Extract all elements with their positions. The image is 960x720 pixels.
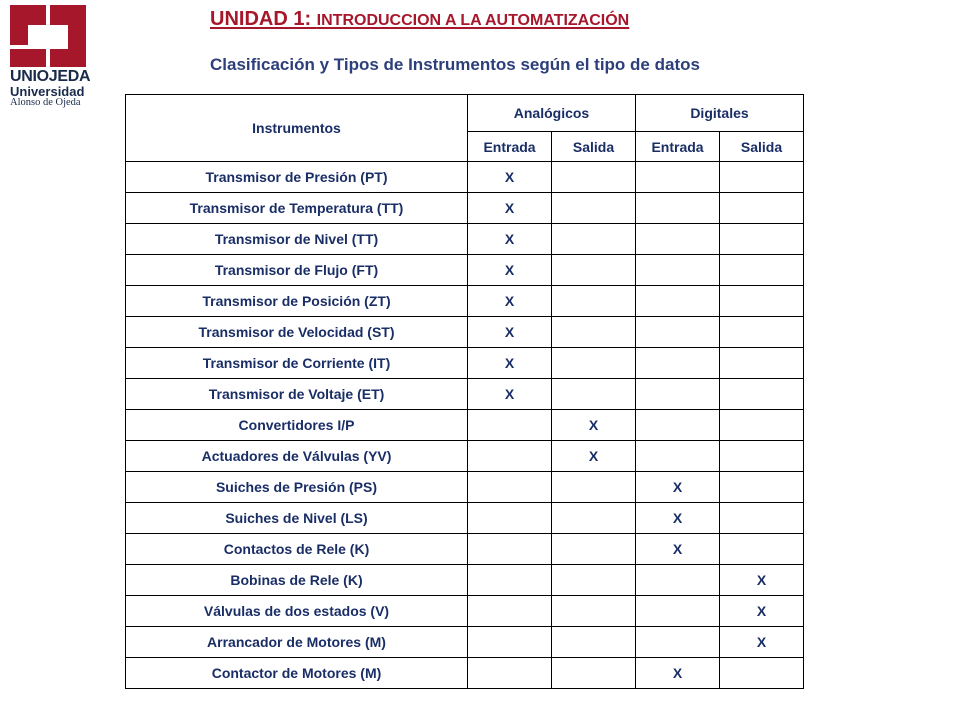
cell-analog-salida: [552, 193, 636, 224]
instruments-table: [125, 94, 804, 689]
cell-digital-salida: X: [720, 627, 804, 658]
header-analogicos: Analógicos: [468, 95, 636, 132]
cell-analog-salida: X: [552, 410, 636, 441]
instrument-name: Válvulas de dos estados (V): [126, 596, 468, 627]
instrument-name: Transmisor de Presión (PT): [126, 162, 468, 193]
logo-name: UNIOJEDA: [10, 68, 91, 85]
cell-analog-salida: [552, 317, 636, 348]
cell-analog-entrada: X: [468, 162, 552, 193]
cell-digital-entrada: [636, 348, 720, 379]
cell-digital-entrada: [636, 224, 720, 255]
table-row: [126, 255, 804, 286]
table-row: [126, 224, 804, 255]
instrument-name: Suiches de Presión (PS): [126, 472, 468, 503]
cell-digital-salida: [720, 162, 804, 193]
cell-analog-entrada: X: [468, 255, 552, 286]
instrument-name: Transmisor de Velocidad (ST): [126, 317, 468, 348]
cell-analog-entrada: X: [468, 348, 552, 379]
header-digital-salida: Salida: [720, 132, 804, 162]
instrument-name: Transmisor de Nivel (TT): [126, 224, 468, 255]
cell-digital-entrada: [636, 627, 720, 658]
cell-analog-salida: [552, 286, 636, 317]
table-row: [126, 162, 804, 193]
cell-digital-entrada: [636, 193, 720, 224]
cell-digital-entrada: [636, 441, 720, 472]
cell-digital-entrada: [636, 317, 720, 348]
table-row: [126, 658, 804, 689]
cell-analog-salida: [552, 565, 636, 596]
cell-digital-entrada: [636, 286, 720, 317]
cell-digital-salida: [720, 503, 804, 534]
table-row: [126, 441, 804, 472]
cell-digital-salida: [720, 286, 804, 317]
cell-digital-salida: [720, 193, 804, 224]
cell-digital-entrada: [636, 379, 720, 410]
title-prefix: UNIDAD 1:: [210, 8, 317, 30]
cell-digital-salida: [720, 410, 804, 441]
instrument-name: Contactos de Rele (K): [126, 534, 468, 565]
table-row: [126, 348, 804, 379]
header-analog-entrada: Entrada: [468, 132, 552, 162]
instrument-name: Suiches de Nivel (LS): [126, 503, 468, 534]
cell-analog-salida: [552, 348, 636, 379]
cell-analog-entrada: [468, 534, 552, 565]
logo-subtitle-2: Alonso de Ojeda: [10, 97, 81, 108]
instrument-name: Transmisor de Corriente (IT): [126, 348, 468, 379]
cell-analog-entrada: [468, 565, 552, 596]
cell-analog-entrada: [468, 596, 552, 627]
cell-analog-entrada: [468, 503, 552, 534]
cell-analog-entrada: [468, 441, 552, 472]
cell-digital-entrada: [636, 410, 720, 441]
university-logo: [10, 5, 90, 117]
header-instrumentos: Instrumentos: [126, 95, 468, 162]
cell-analog-entrada: [468, 410, 552, 441]
instrument-name: Actuadores de Válvulas (YV): [126, 441, 468, 472]
cell-analog-salida: [552, 255, 636, 286]
instrument-name: Contactor de Motores (M): [126, 658, 468, 689]
header-digitales: Digitales: [636, 95, 804, 132]
cell-digital-entrada: X: [636, 472, 720, 503]
cell-analog-salida: [552, 534, 636, 565]
table-body: [126, 162, 804, 689]
cell-analog-entrada: X: [468, 379, 552, 410]
cell-analog-entrada: X: [468, 317, 552, 348]
instrument-name: Bobinas de Rele (K): [126, 565, 468, 596]
cell-digital-salida: [720, 224, 804, 255]
cell-digital-salida: [720, 348, 804, 379]
cell-analog-salida: [552, 162, 636, 193]
uniojeda-emblem-icon: [10, 5, 86, 67]
table-row: [126, 193, 804, 224]
cell-digital-salida: [720, 472, 804, 503]
table-row: [126, 286, 804, 317]
table-row: [126, 410, 804, 441]
cell-analog-salida: [552, 627, 636, 658]
cell-digital-entrada: X: [636, 658, 720, 689]
cell-digital-entrada: X: [636, 534, 720, 565]
cell-analog-entrada: [468, 472, 552, 503]
cell-analog-entrada: [468, 627, 552, 658]
cell-analog-entrada: [468, 658, 552, 689]
table-row: [126, 565, 804, 596]
cell-analog-salida: [552, 379, 636, 410]
table-row: [126, 472, 804, 503]
page-title: [210, 8, 629, 31]
table-row: [126, 503, 804, 534]
cell-analog-salida: X: [552, 441, 636, 472]
table-row: [126, 379, 804, 410]
cell-analog-entrada: X: [468, 193, 552, 224]
cell-analog-entrada: X: [468, 286, 552, 317]
cell-analog-salida: [552, 658, 636, 689]
cell-analog-salida: [552, 503, 636, 534]
instrument-name: Transmisor de Posición (ZT): [126, 286, 468, 317]
cell-digital-salida: [720, 317, 804, 348]
cell-digital-entrada: [636, 255, 720, 286]
table-row: [126, 596, 804, 627]
header-analog-salida: Salida: [552, 132, 636, 162]
instrument-name: Transmisor de Flujo (FT): [126, 255, 468, 286]
cell-digital-salida: [720, 441, 804, 472]
cell-digital-salida: [720, 658, 804, 689]
cell-analog-entrada: X: [468, 224, 552, 255]
title-rest: INTRODUCCION A LA AUTOMATIZACIÓN: [316, 12, 630, 29]
instrument-name: Convertidores I/P: [126, 410, 468, 441]
cell-digital-entrada: [636, 565, 720, 596]
table-row: [126, 317, 804, 348]
cell-digital-salida: X: [720, 596, 804, 627]
cell-analog-salida: [552, 596, 636, 627]
cell-digital-entrada: [636, 162, 720, 193]
cell-digital-salida: X: [720, 565, 804, 596]
cell-analog-salida: [552, 472, 636, 503]
cell-analog-salida: [552, 224, 636, 255]
logo-subtitle: Universidad: [10, 84, 85, 99]
instrument-name: Transmisor de Voltaje (ET): [126, 379, 468, 410]
cell-digital-entrada: X: [636, 503, 720, 534]
instrument-name: Arrancador de Motores (M): [126, 627, 468, 658]
cell-digital-salida: [720, 255, 804, 286]
cell-digital-entrada: [636, 596, 720, 627]
table-row: [126, 534, 804, 565]
cell-digital-salida: [720, 379, 804, 410]
instrument-name: Transmisor de Temperatura (TT): [126, 193, 468, 224]
cell-digital-salida: [720, 534, 804, 565]
header-digital-entrada: Entrada: [636, 132, 720, 162]
page-subtitle: Clasificación y Tipos de Instrumentos según el tipo de datos: [210, 55, 700, 74]
table-row: [126, 627, 804, 658]
